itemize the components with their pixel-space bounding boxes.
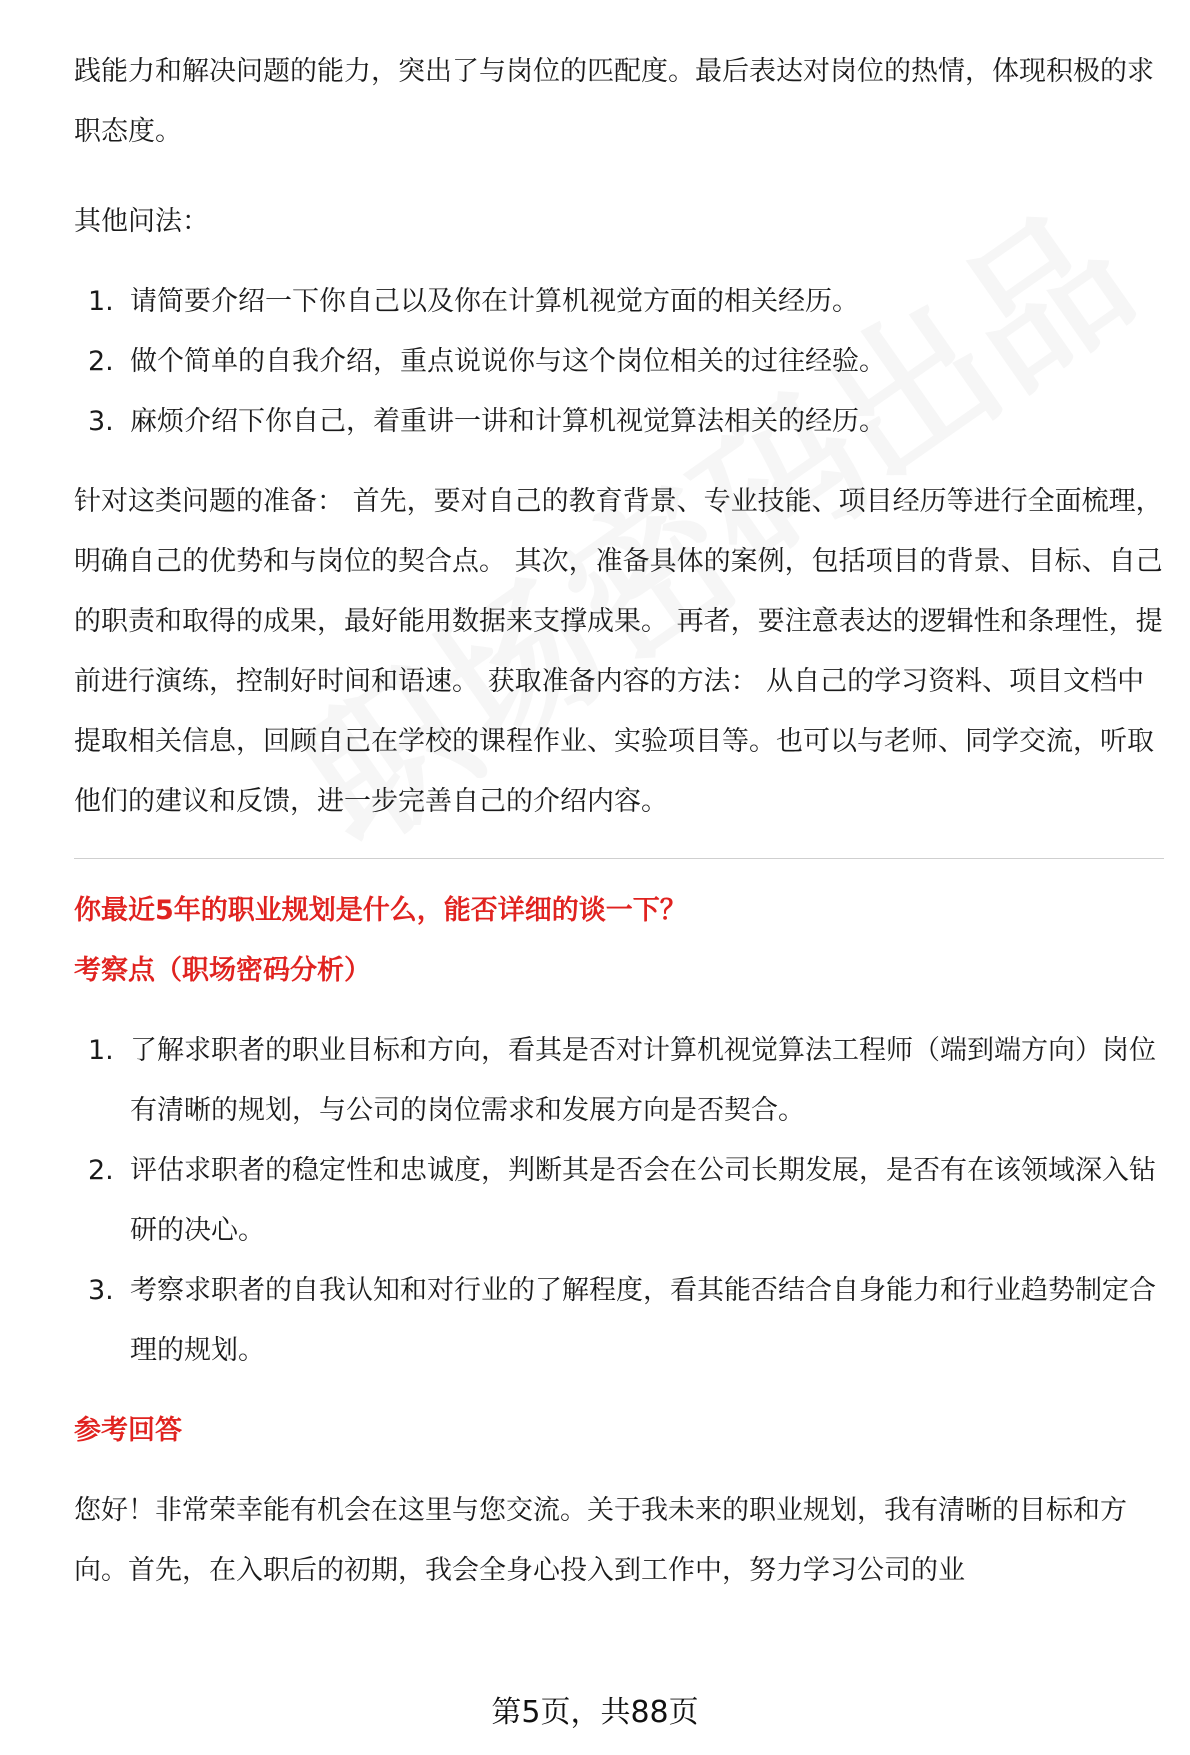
list-item: 1. 请简要介绍一下你自己以及你在计算机视觉方面的相关经历。: [88, 286, 859, 317]
question-title: 你最近5年的职业规划是什么，能否详细的谈一下？: [74, 895, 687, 926]
list-item: 3. 考察求职者的自我认知和对行业的了解程度，看其能否结合自身能力和行业趋势制定合理的规划。: [88, 1275, 1156, 1366]
list-item: 1. 了解求职者的职业目标和方向，看其是否对计算机视觉算法工程师（端到端方向）岗位有清晰的规划，与公司的岗位需求和发展方向是否契合。: [88, 1035, 1156, 1126]
document-page: [74, 42, 1164, 1601]
analysis-points-list: [74, 1021, 1164, 1381]
page-number: 第5页，共88页: [491, 1695, 699, 1730]
section-divider: [74, 858, 1164, 859]
analysis-heading: 考察点（职场密码分析）: [74, 955, 371, 986]
other-questions-list: [74, 272, 1164, 452]
list-item: 3. 麻烦介绍下你自己，着重讲一讲和计算机视觉算法相关的经历。: [88, 406, 886, 437]
list-item: 2. 评估求职者的稳定性和忠诚度，判断其是否会在公司长期发展，是否有在该领域深入钻研的决心。: [88, 1155, 1156, 1246]
other-questions-label: 其他问法：: [74, 206, 209, 237]
answer-paragraph: 您好！非常荣幸能有机会在这里与您交流。关于我未来的职业规划，我有清晰的目标和方向。首先，在入职后的初期，我会全身心投入到工作中，努力学习公司的业: [74, 1495, 1127, 1586]
intro-paragraph: 践能力和解决问题的能力，突出了与岗位的匹配度。最后表达对岗位的热情，体现积极的求职态度。: [74, 56, 1154, 147]
preparation-paragraph: 针对这类问题的准备： 首先，要对自己的教育背景、专业技能、项目经历等进行全面梳理，明确自己的优势和与岗位的契合点。 其次，准备具体的案例，包括项目的背景、目标、自己的职责和取得的成果，最好能用数据来支撑成果。 再者，要注意表达的逻辑性和条理性，提前进行演练，控制好时间和语速。 获取准备内容的方法： 从自己的学习资料、项目文档中提取相关信息，回顾自己在学校的课程作业、实验项目等。也可以与老师、同学交流，听取他们的建议和反馈，进一步完善自己的介绍内容。: [74, 486, 1163, 817]
list-item: 2. 做个简单的自我介绍，重点说说你与这个岗位相关的过往经验。: [88, 346, 886, 377]
answer-heading: 参考回答: [74, 1415, 182, 1446]
